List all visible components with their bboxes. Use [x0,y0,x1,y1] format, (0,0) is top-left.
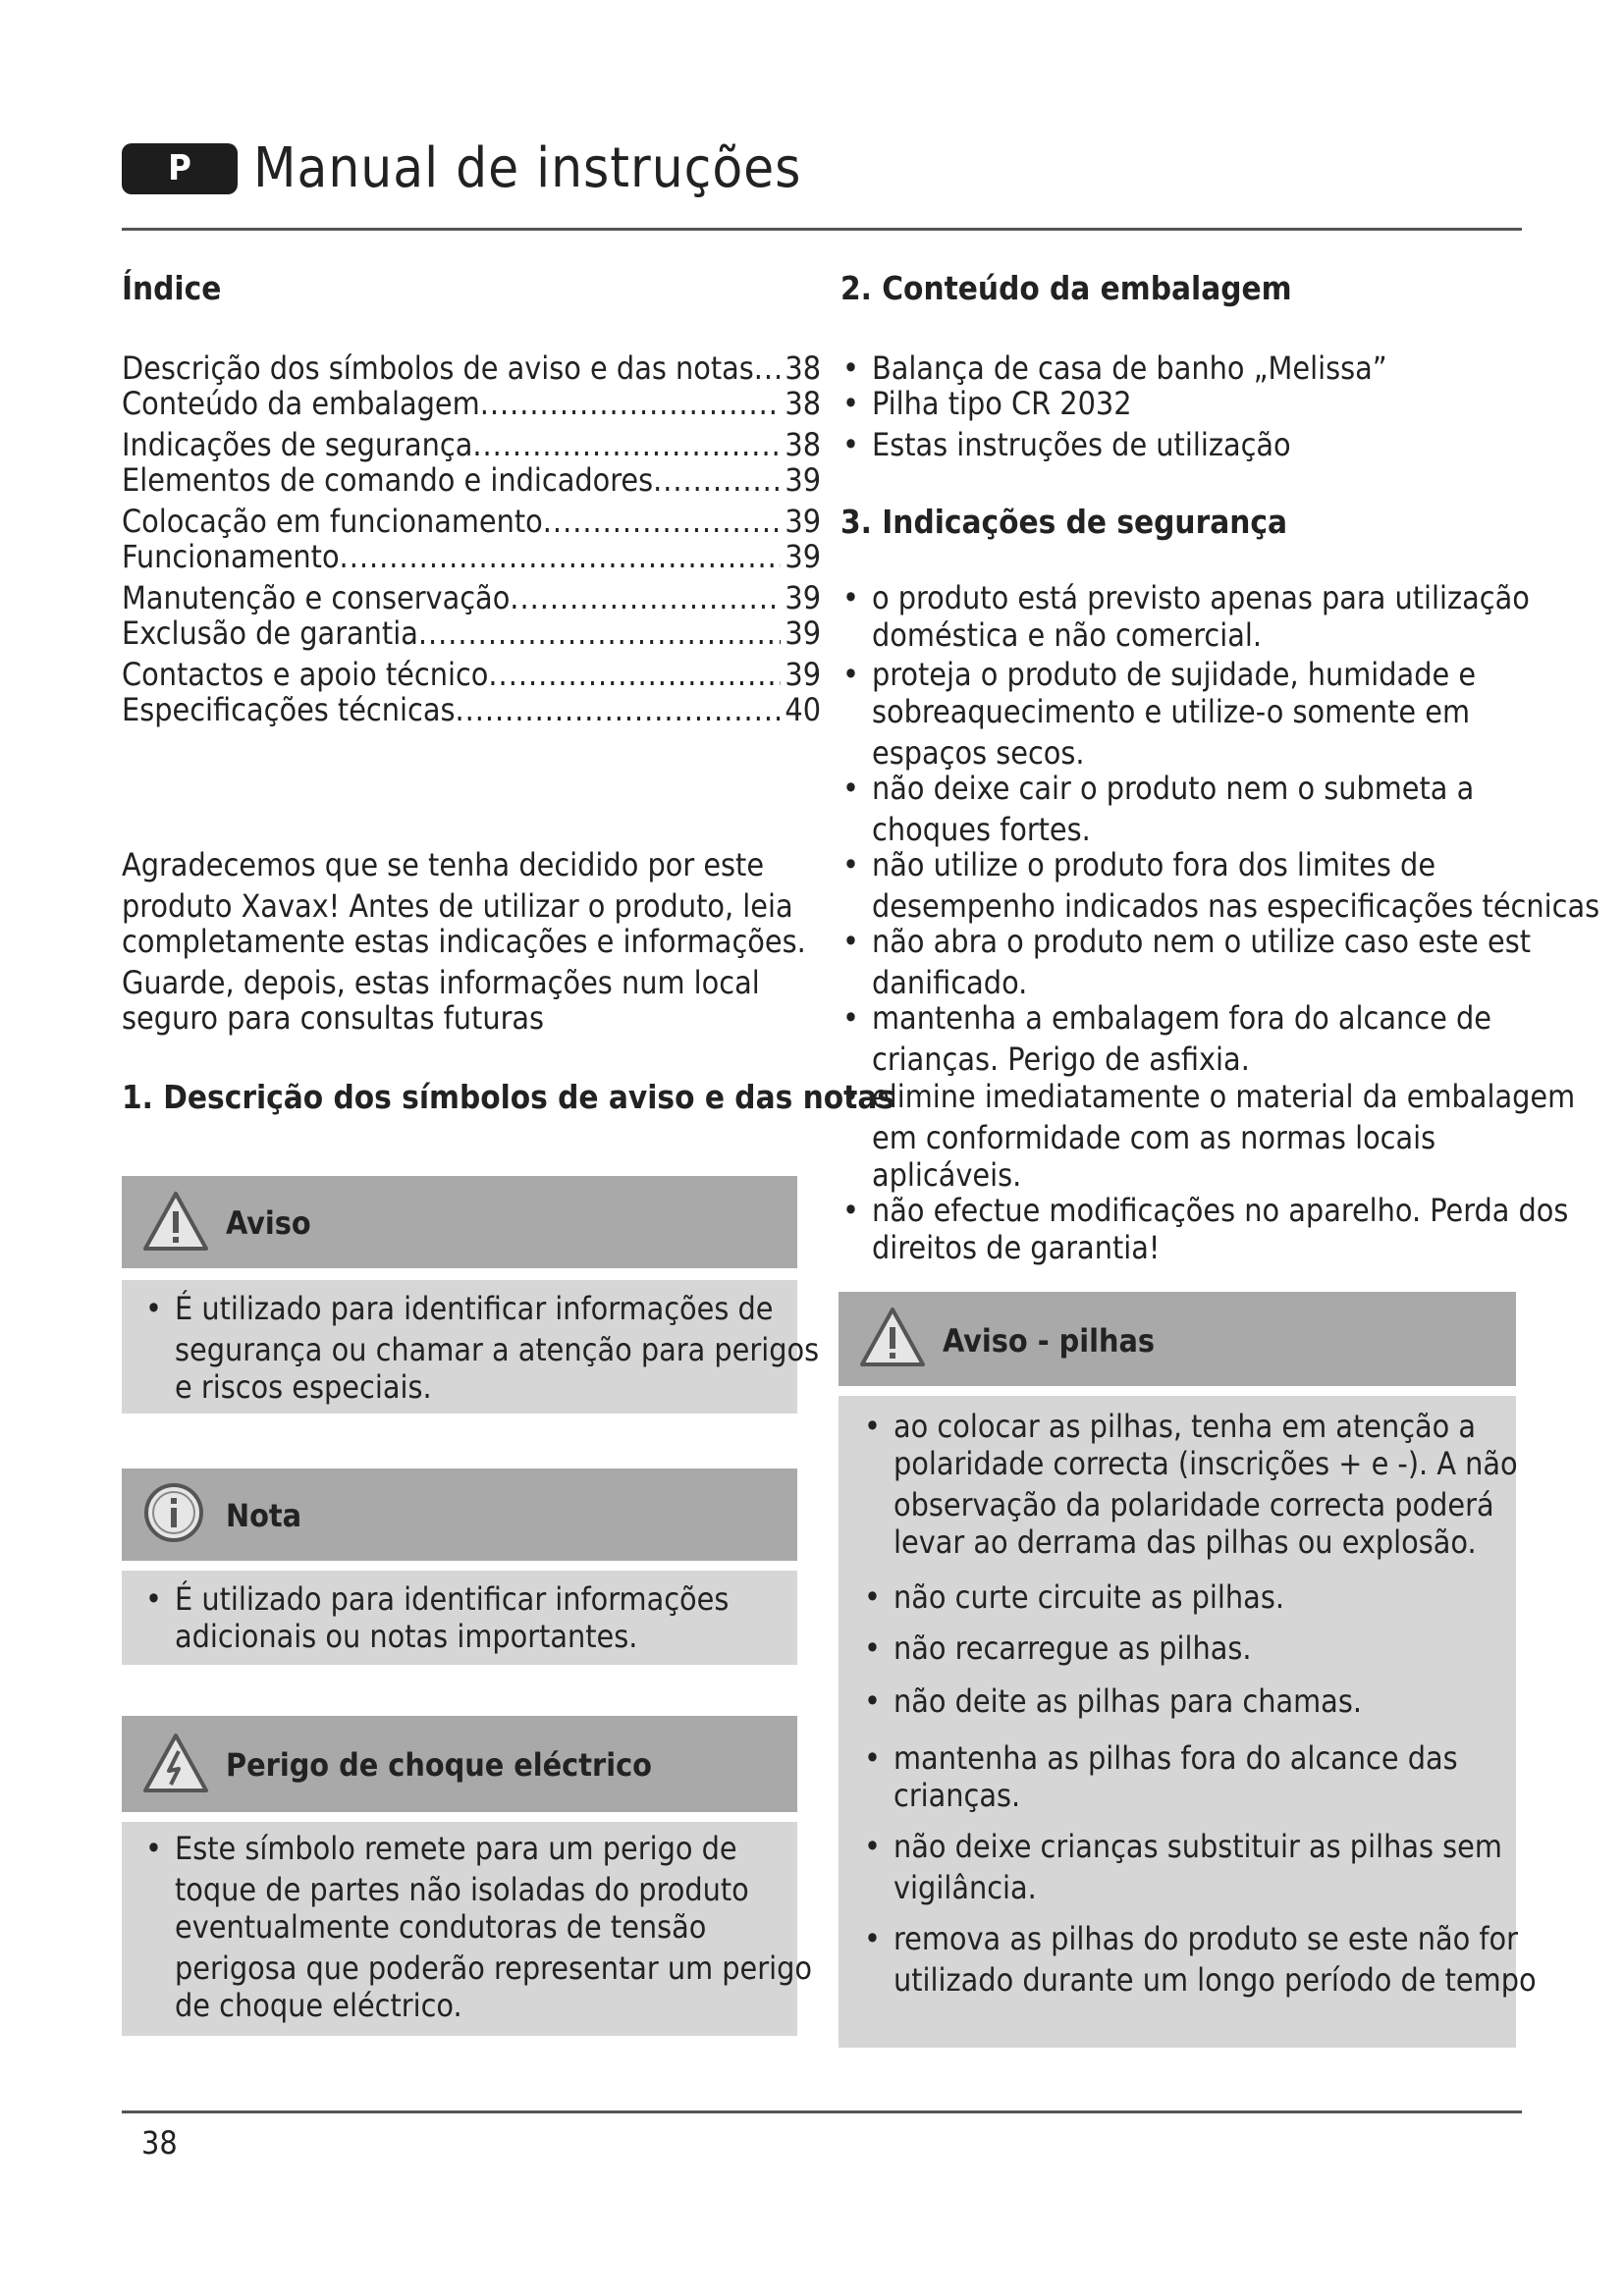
intro-line: produto Xavax! Antes de utilizar o produto, leia [122,887,793,925]
note-box-item: • É utilizado para identificar informações adicionais ou notas importantes. [139,1580,729,1655]
toc-entry [122,349,821,387]
toc-entry [122,461,821,499]
package-item: • Pilha tipo CR 2032 [837,385,1132,422]
toc-entry-page: 38 [785,385,821,422]
toc-entry-page: 40 [785,691,821,728]
toc-entry-label: Indicações de segurança [122,426,473,463]
toc-entry-page: 39 [785,538,821,575]
battery-item: • não deixe crianças substituir as pilhas sem vigilância. [858,1828,1502,1906]
section-3-heading: 3. Indicações de segurança [840,503,1288,541]
safety-item: • não deixe cair o produto nem o submeta a choques fortes. [837,770,1474,848]
battery-item: • ao colocar as pilhas, tenha em atenção a polaridade correcta (inscrições + e -). A não observação da polaridade correcta poderá levar ao derrama das pilhas ou explosão. [858,1408,1518,1561]
toc-entry-label: Funcionamento [122,538,340,575]
toc-entry [122,614,821,652]
toc-entry-page: 39 [785,579,821,616]
toc-entry-label: Contactos e apoio técnico [122,656,489,693]
toc-entry-label: Elementos de comando e indicadores [122,461,654,499]
safety-item: • elimine imediatamente o material da embalagem em conformidade com as normas locais aplicáveis. [837,1078,1575,1194]
toc-entry-label: Manutenção e conservação [122,579,511,616]
toc-entry-label: Exclusão de garantia [122,614,418,652]
battery-item: • não recarregue as pilhas. [858,1629,1252,1667]
warning-box-title: Aviso [226,1204,311,1242]
safety-item: • não efectue modificações no aparelho. Perda dos direitos de garantia! [837,1192,1568,1266]
toc-heading: Índice [122,269,222,307]
battery-item: • mantenha as pilhas fora do alcance das crianças. [858,1739,1458,1814]
toc-entry [122,538,821,575]
toc-entry [122,691,821,728]
language-badge: P [122,143,238,194]
toc-entry-label: Especificações técnicas [122,691,456,728]
battery-box-title: Aviso - pilhas [943,1322,1156,1360]
shock-box-title: Perigo de choque eléctrico [226,1746,652,1784]
warning-triangle-icon [141,1190,210,1253]
toc-entry-page: 39 [785,656,821,693]
intro-line: Agradecemos que se tenha decidido por este [122,846,765,883]
toc-entry-page: 38 [785,349,821,387]
toc-entry-label: Descrição dos símbolos de aviso e das notas [122,349,754,387]
package-item: • Balança de casa de banho „Melissa” [837,349,1387,387]
toc-entry [122,579,821,616]
toc-entry [122,385,821,422]
page-title: Manual de instruções [253,136,802,200]
section-1-heading: 1. Descrição dos símbolos de aviso e das notas [122,1078,895,1116]
section-2-heading: 2. Conteúdo da embalagem [840,269,1292,307]
toc-entry-page: 38 [785,426,821,463]
safety-item: • não utilize o produto fora dos limites de desempenho indicados nas especificações técnicas [837,846,1599,925]
battery-item: • não deite as pilhas para chamas. [858,1682,1362,1720]
info-circle-icon [141,1480,206,1545]
toc-entry-page: 39 [785,503,821,540]
safety-item: • mantenha a embalagem fora do alcance de crianças. Perigo de asfixia. [837,999,1491,1078]
toc-entry-page: 39 [785,461,821,499]
shock-box-item: • Este símbolo remete para um perigo de toque de partes não isoladas do produto eventualmente condutoras de tensão perigosa que poderão representar um perigo de choque eléctrico. [139,1830,812,2024]
package-item: • Estas instruções de utilização [837,426,1291,463]
footer-rule [122,2110,1522,2113]
note-box-title: Nota [226,1497,302,1534]
toc-entry [122,656,821,693]
safety-item: • não abra o produto nem o utilize caso este est danificado. [837,923,1531,1001]
intro-line: Guarde, depois, estas informações num local [122,964,760,1001]
toc-entry-label: Colocação em funcionamento [122,503,543,540]
warning-box-header [122,1176,797,1268]
header-rule [122,228,1522,231]
page-number: 38 [141,2124,178,2162]
battery-item: • remova as pilhas do produto se este não for utilizado durante um longo período de tempo [858,1920,1537,1999]
note-box-header [122,1468,797,1561]
toc-entry-label: Conteúdo da embalagem [122,385,480,422]
warning-triangle-icon [858,1306,927,1368]
warning-box-item: • É utilizado para identificar informações de segurança ou chamar a atenção para perigos e riscos especiais. [139,1290,819,1406]
electric-shock-triangle-icon [141,1732,210,1794]
battery-box-header [839,1292,1516,1386]
toc-entry [122,426,821,463]
intro-line: seguro para consultas futuras [122,999,545,1037]
toc-entry-page: 39 [785,614,821,652]
safety-item: • proteja o produto de sujidade, humidade e sobreaquecimento e utilize-o somente em espaços secos. [837,656,1476,772]
safety-item: • o produto está previsto apenas para utilização doméstica e não comercial. [837,579,1530,654]
battery-item: • não curte circuite as pilhas. [858,1578,1284,1616]
intro-line: completamente estas indicações e informações. [122,923,806,960]
toc-entry [122,503,821,540]
